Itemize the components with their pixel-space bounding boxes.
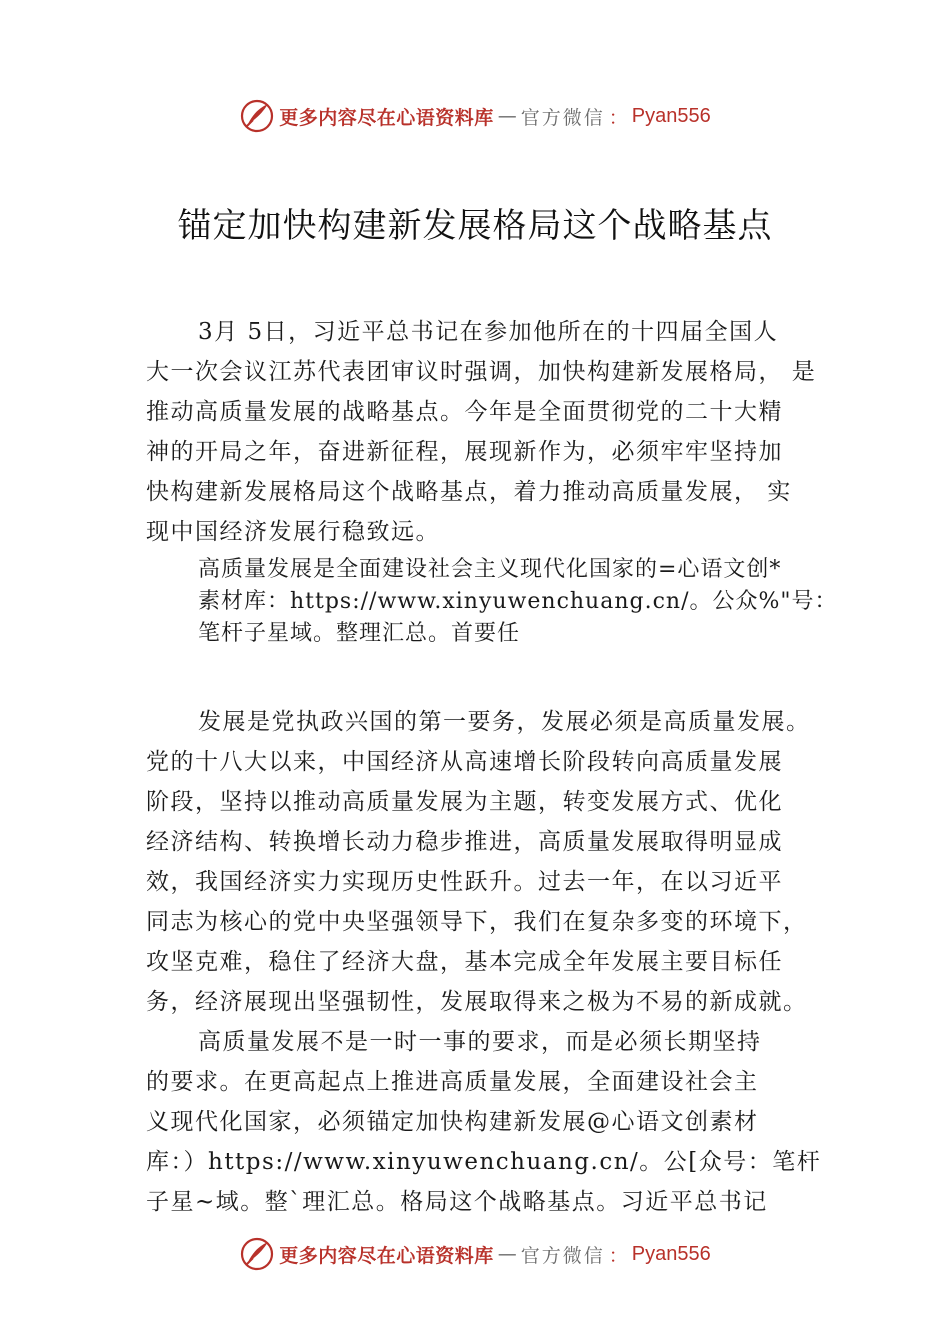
text-line: 素材库：https://www.xinyuwenchuang.cn/。公众%"号： [198, 589, 838, 614]
text-line: 高质量发展不是一时一事的要求，而是必须长期坚持 [198, 1029, 762, 1055]
text-line: 务，经济展现出坚强韧性，发展取得来之极为不易的新成就。 [146, 989, 808, 1015]
text-line: 发展是党执政兴国的第一要务，发展必须是高质量发展。 [198, 709, 811, 735]
text-line: 经济结构、转换增长动力稳步推进，高质量发展取得明显成 [146, 829, 783, 855]
text-line: 大一次会议江苏代表团审议时强调，加快构建新发展格局， 是 [146, 359, 817, 385]
watermark-colon: ： [608, 106, 628, 129]
text-line: 现中国经济发展行稳致远。 [146, 519, 440, 545]
paragraph-3 [146, 702, 826, 1022]
watermark-brand: 更多内容尽在心语资料库 [279, 106, 494, 129]
text-line: 阶段，坚持以推动高质量发展为主题，转变发展方式、优化 [146, 789, 783, 815]
document-body [146, 312, 838, 1222]
text-line: 推动高质量发展的战略基点。今年是全面贯彻党的二十大精 [146, 399, 783, 425]
header-watermark [0, 96, 950, 136]
document-title: 锚定加快构建新发展格局这个战略基点 [177, 206, 773, 246]
text-line: 神的开局之年，奋进新征程，展现新作为，必须牢牢坚持加 [146, 439, 783, 465]
watermark-separator: — [497, 105, 517, 127]
text-line: 笔杆子星域。整理汇总。首要任 [198, 621, 521, 646]
watermark-brand: 更多内容尽在心语资料库 [279, 1244, 494, 1267]
text-line: 攻坚克难，稳住了经济大盘，基本完成全年发展主要目标任 [146, 949, 783, 975]
footer-watermark [0, 1234, 950, 1274]
text-line: 高质量发展是全面建设社会主义现代化国家的=心语文创* [198, 557, 782, 582]
text-line: 库：）https://www.xinyuwenchuang.cn/。公[众号：笔杆 [146, 1149, 822, 1175]
text-line: 效，我国经济实力实现历史性跃升。过去一年，在以习近平 [146, 869, 783, 895]
section-heading-fragment [146, 650, 826, 702]
feather-pen-logo-icon [239, 1236, 275, 1272]
text-line: 党的十八大以来，中国经济从高速增长阶段转向高质量发展 [146, 749, 783, 775]
paragraph-1 [146, 312, 826, 552]
text-line: 义现代化国家，必须锚定加快构建新发展@心语文创素材 [146, 1109, 759, 1135]
watermark-wechat-label: 官方微信 [520, 1244, 605, 1267]
paragraph-2 [146, 554, 838, 650]
watermark-colon: ： [608, 1244, 628, 1267]
text-line: 同志为核心的党中央坚强领导下，我们在复杂多变的环境下， [146, 909, 808, 935]
watermark-account: Pyan556 [631, 104, 711, 127]
paragraph-4 [146, 1022, 826, 1222]
watermark-wechat-label: 官方微信 [520, 106, 605, 129]
watermark-separator: — [497, 1243, 517, 1265]
text-line: 快构建新发展格局这个战略基点，着力推动高质量发展， 实 [146, 479, 792, 505]
text-line: 的要求。在更高起点上推进高质量发展，全面建设社会主 [146, 1069, 759, 1095]
text-line: 子星~域。整`理汇总。格局这个战略基点。习近平总书记 [146, 1189, 768, 1215]
feather-pen-logo-icon [239, 98, 275, 134]
text-line: 3月 5日，习近平总书记在参加他所在的十四届全国人 [198, 319, 779, 345]
watermark-account: Pyan556 [631, 1242, 711, 1265]
